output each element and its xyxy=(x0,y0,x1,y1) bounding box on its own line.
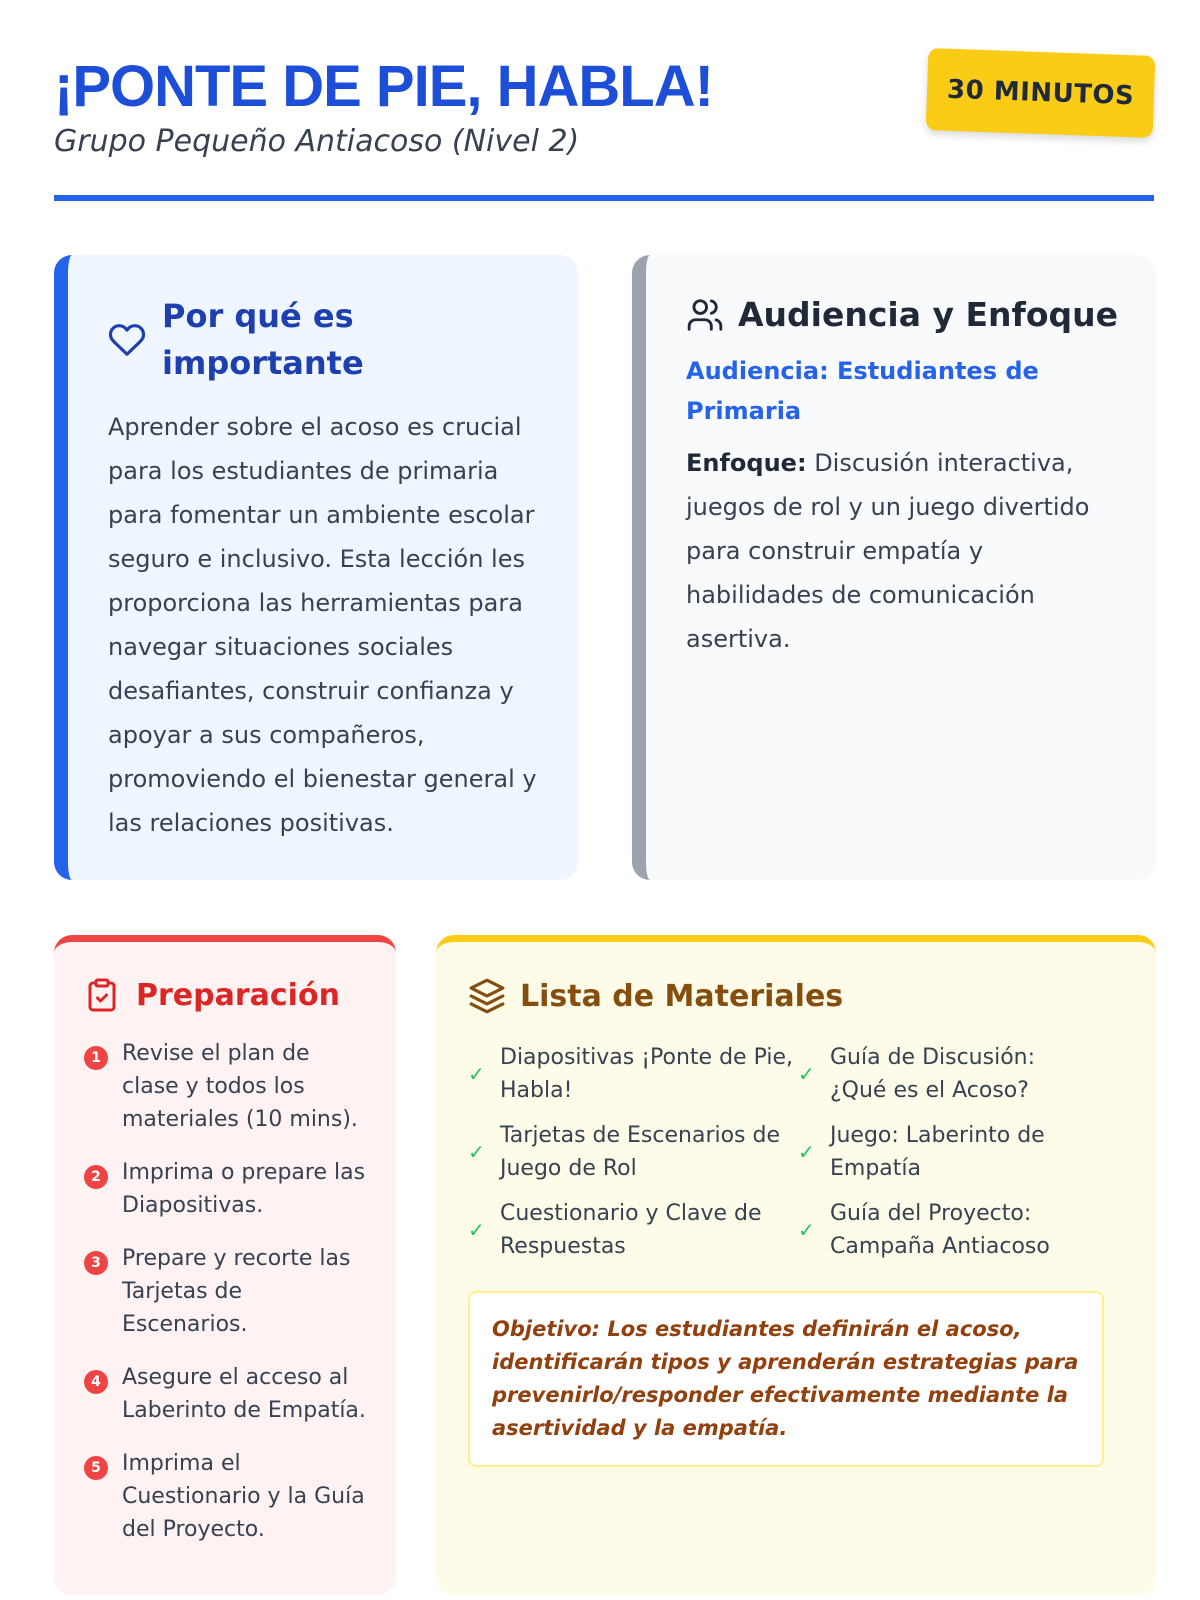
materials-card-header xyxy=(468,977,1124,1015)
materials-card-title: Lista de Materiales xyxy=(520,978,844,1014)
why-card-title: Por qué es importante xyxy=(162,297,364,382)
why-it-matters-card xyxy=(54,255,578,880)
materials-card xyxy=(436,935,1156,1595)
list-item xyxy=(84,1037,366,1136)
why-card-header xyxy=(108,293,538,387)
list-item xyxy=(798,1119,1098,1185)
material-label: Cuestionario y Clave de Respuestas xyxy=(500,1201,762,1259)
step-text: Imprima el Cuestionario y la Guía del Proyecto. xyxy=(122,1451,365,1542)
list-item xyxy=(84,1156,366,1222)
material-label: Juego: Laberinto de Empatía xyxy=(830,1123,1045,1181)
preparation-card-header xyxy=(84,977,366,1013)
preparation-card xyxy=(54,935,396,1595)
page-subtitle: Grupo Pequeño Antiacoso (Nivel 2) xyxy=(54,124,580,159)
focus-paragraph xyxy=(686,441,1116,661)
list-item xyxy=(798,1041,1098,1107)
list-item xyxy=(84,1361,366,1427)
focus-label: Enfoque: xyxy=(686,449,807,477)
material-label: Tarjetas de Escenarios de Juego de Rol xyxy=(500,1123,781,1181)
audience-card-header xyxy=(686,293,1119,337)
audience-focus-card xyxy=(632,255,1156,880)
materials-list xyxy=(468,1041,1124,1263)
material-label: Diapositivas ¡Ponte de Pie, Habla! xyxy=(500,1045,794,1103)
step-number: 2 xyxy=(84,1165,108,1189)
lesson-header xyxy=(54,52,1154,202)
step-text: Imprima o prepare las Diapositivas. xyxy=(122,1160,366,1218)
check-icon: ✓ xyxy=(468,1218,485,1242)
material-label: Guía del Proyecto: Campaña Antiacoso xyxy=(830,1201,1050,1259)
check-icon: ✓ xyxy=(798,1218,815,1242)
audience-line: Audiencia: Estudiantes de Primaria xyxy=(686,357,1039,425)
material-label: Guía de Discusión: ¿Qué es el Acoso? xyxy=(830,1045,1036,1103)
check-icon: ✓ xyxy=(798,1140,815,1164)
page-title: ¡PONTE DE PIE, HABLA! xyxy=(54,54,713,119)
step-text: Prepare y recorte las Tarjetas de Escenarios. xyxy=(122,1246,351,1337)
step-number: 3 xyxy=(84,1251,108,1275)
step-number: 1 xyxy=(84,1046,108,1070)
header-divider xyxy=(54,195,1154,201)
preparation-card-title: Preparación xyxy=(136,977,340,1013)
layers-icon xyxy=(468,977,506,1015)
check-icon: ✓ xyxy=(468,1062,485,1086)
audience-card-title: Audiencia y Enfoque xyxy=(738,295,1119,334)
list-item xyxy=(468,1119,798,1185)
list-item xyxy=(468,1197,798,1263)
list-item xyxy=(84,1242,366,1341)
list-item xyxy=(84,1447,366,1546)
list-item xyxy=(468,1041,798,1107)
objective-box: Objetivo: Los estudiantes definirán el acoso, identificarán tipos y aprenderán estrategias para prevenirlo/responder efectivamente mediante la asertividad y la empatía. xyxy=(468,1291,1104,1467)
step-number: 5 xyxy=(84,1456,108,1480)
why-card-body: Aprender sobre el acoso es crucial para los estudiantes de primaria para fomentar un ambiente escolar seguro e inclusivo. Esta lección les proporciona las herramientas para navegar situaciones sociales desafiantes, construir confianza y apoyar a sus compañeros, promoviendo el bienestar general y las relaciones positivas. xyxy=(108,413,537,837)
users-icon xyxy=(686,296,724,334)
preparation-steps xyxy=(84,1037,366,1546)
step-number: 4 xyxy=(84,1370,108,1394)
clipboard-check-icon xyxy=(84,977,120,1013)
focus-text: Discusión interactiva, juegos de rol y un juego divertido para construir empatía y habilidades de comunicación asertiva. xyxy=(686,449,1090,653)
duration-badge: 30 MINUTOS xyxy=(925,48,1155,138)
list-item xyxy=(798,1197,1098,1263)
check-icon: ✓ xyxy=(468,1140,485,1164)
step-text: Revise el plan de clase y todos los materiales (10 mins). xyxy=(122,1041,358,1132)
check-icon: ✓ xyxy=(798,1062,815,1086)
heart-icon xyxy=(108,321,146,359)
step-text: Asegure el acceso al Laberinto de Empatía. xyxy=(122,1365,366,1423)
